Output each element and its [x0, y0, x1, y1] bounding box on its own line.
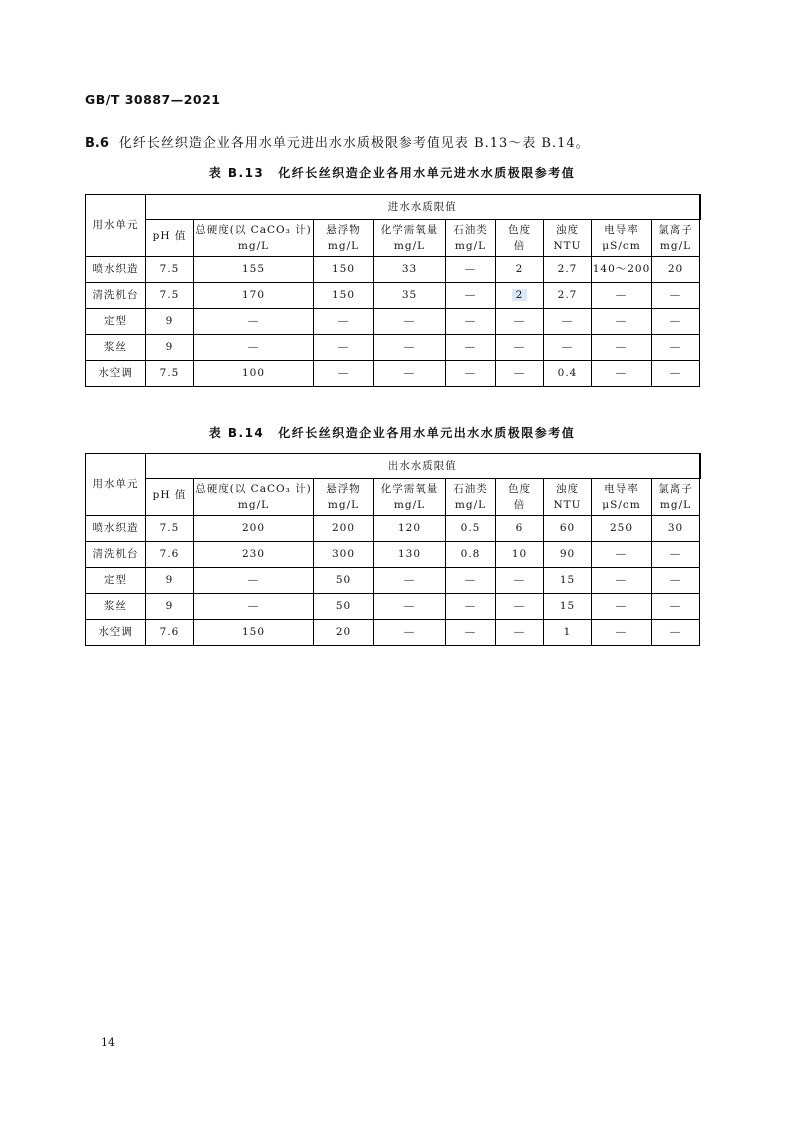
clause-b6: [85, 132, 590, 151]
table-row: [86, 257, 700, 283]
column-header-cell: [146, 220, 194, 257]
value-cell: 230: [194, 542, 314, 568]
value-cell: —: [652, 335, 700, 361]
value-cell: —: [446, 594, 496, 620]
column-header-cell: [446, 479, 496, 516]
value-cell: —: [592, 335, 652, 361]
row-unit-cell: 清洗机台: [86, 283, 146, 309]
column-header-unit: mg/L: [393, 498, 426, 511]
value-cell: —: [446, 620, 496, 646]
table-row: [86, 335, 700, 361]
column-header-cell: [374, 479, 446, 516]
column-header-name: 化学需氧量: [380, 223, 439, 236]
value-cell: —: [314, 335, 374, 361]
column-header-name: 化学需氧量: [380, 482, 439, 495]
column-header-cell: [374, 220, 446, 257]
column-header-name: 总硬度(以 CaCO₃ 计): [195, 223, 312, 236]
value-cell: 7.6: [146, 542, 194, 568]
value-cell: —: [652, 283, 700, 309]
column-header-unit: 倍: [513, 498, 526, 511]
column-header-cell: [194, 479, 314, 516]
table-row: [86, 620, 700, 646]
column-header-name: 浊度: [556, 482, 579, 495]
value-cell: 90: [544, 542, 592, 568]
value-cell: 250: [592, 516, 652, 542]
column-header-unit: μS/cm: [602, 498, 641, 511]
column-header-unit: mg/L: [393, 239, 426, 252]
value-cell: 30: [652, 516, 700, 542]
value-cell: 0.5: [446, 516, 496, 542]
table-b13: [85, 194, 701, 387]
column-header-unit: mg/L: [327, 239, 360, 252]
column-header-cell: [314, 220, 374, 257]
value-cell: —: [446, 309, 496, 335]
value-cell: —: [592, 620, 652, 646]
value-cell: —: [652, 568, 700, 594]
column-header-unit: NTU: [553, 239, 582, 252]
value-cell: 9: [146, 568, 194, 594]
column-header-name: 电导率: [604, 482, 639, 495]
column-header-cell: [194, 220, 314, 257]
value-cell: 15: [544, 568, 592, 594]
column-header-name: pH 值: [152, 489, 187, 501]
value-cell: —: [446, 283, 496, 309]
value-cell: 100: [194, 361, 314, 387]
value-cell: —: [314, 309, 374, 335]
value-cell: 6: [496, 516, 544, 542]
header-row-group: [86, 454, 700, 479]
column-header-unit: mg/L: [659, 498, 692, 511]
value-cell: 7.5: [146, 361, 194, 387]
clause-number: B.6: [85, 136, 109, 151]
value-cell: 300: [314, 542, 374, 568]
row-unit-cell: 定型: [86, 309, 146, 335]
table-row: [86, 542, 700, 568]
column-header-cell: [592, 220, 652, 257]
value-cell: 15: [544, 594, 592, 620]
group-header-cell: 出水水质限值: [146, 454, 700, 479]
value-cell: —: [194, 568, 314, 594]
value-cell: —: [194, 309, 314, 335]
table-b14-caption: [85, 424, 699, 441]
value-cell: —: [446, 257, 496, 283]
value-cell: [496, 283, 544, 309]
column-header-name: 悬浮物: [326, 223, 361, 236]
header-row-columns: [86, 220, 700, 257]
value-text-highlighted: 2: [512, 289, 528, 301]
value-cell: 9: [146, 309, 194, 335]
column-header-cell: [446, 220, 496, 257]
value-cell: —: [592, 361, 652, 387]
value-cell: —: [592, 594, 652, 620]
column-header-name: 浊度: [556, 223, 579, 236]
value-cell: —: [652, 361, 700, 387]
value-cell: 155: [194, 257, 314, 283]
column-header-cell: [496, 479, 544, 516]
column-header-name: 色度: [508, 482, 531, 495]
value-cell: 150: [314, 257, 374, 283]
value-cell: 2.7: [544, 257, 592, 283]
value-cell: —: [374, 568, 446, 594]
value-cell: 20: [652, 257, 700, 283]
value-cell: 20: [314, 620, 374, 646]
value-cell: —: [592, 283, 652, 309]
column-header-name: 悬浮物: [326, 482, 361, 495]
column-header-name: 总硬度(以 CaCO₃ 计): [195, 482, 312, 495]
value-cell: —: [446, 568, 496, 594]
value-cell: —: [446, 335, 496, 361]
value-cell: 2.7: [544, 283, 592, 309]
value-cell: 1: [544, 620, 592, 646]
value-cell: 60: [544, 516, 592, 542]
column-header-cell: [592, 479, 652, 516]
value-cell: 7.5: [146, 516, 194, 542]
value-cell: —: [496, 568, 544, 594]
value-cell: 150: [194, 620, 314, 646]
column-header-unit: mg/L: [454, 239, 487, 252]
value-cell: —: [592, 568, 652, 594]
column-header-cell: [544, 479, 592, 516]
value-cell: —: [592, 542, 652, 568]
row-unit-cell: 喷水织造: [86, 516, 146, 542]
value-cell: —: [194, 594, 314, 620]
value-cell: 200: [314, 516, 374, 542]
value-cell: —: [496, 309, 544, 335]
value-cell: 50: [314, 594, 374, 620]
column-header-cell: [314, 479, 374, 516]
value-cell: —: [446, 361, 496, 387]
row-unit-cell: 定型: [86, 568, 146, 594]
value-cell: 7.5: [146, 283, 194, 309]
value-cell: 170: [194, 283, 314, 309]
column-header-unit: mg/L: [237, 498, 270, 511]
row-header-cell: 用水单元: [86, 195, 146, 257]
value-cell: 0.8: [446, 542, 496, 568]
row-unit-cell: 水空调: [86, 620, 146, 646]
header-row-group: [86, 195, 700, 220]
table-b13-number: 表 B.13: [208, 166, 265, 180]
page-number: 14: [101, 1036, 115, 1049]
row-unit-cell: 喷水织造: [86, 257, 146, 283]
value-cell: —: [544, 335, 592, 361]
column-header-cell: [652, 479, 700, 516]
value-cell: 0.4: [544, 361, 592, 387]
column-header-name: 电导率: [604, 223, 639, 236]
value-cell: 200: [194, 516, 314, 542]
table-row: [86, 516, 700, 542]
table-b13-title: 化纤长丝织造企业各用水单元进水水质极限参考值: [278, 166, 576, 180]
column-header-cell: [652, 220, 700, 257]
table-b14: [85, 453, 701, 646]
table-row: [86, 309, 700, 335]
value-cell: —: [652, 620, 700, 646]
column-header-unit: mg/L: [237, 239, 270, 252]
column-header-cell: [544, 220, 592, 257]
column-header-unit: NTU: [553, 498, 582, 511]
column-header-unit: μS/cm: [602, 239, 641, 252]
value-cell: 9: [146, 335, 194, 361]
column-header-unit: mg/L: [659, 239, 692, 252]
value-cell: 33: [374, 257, 446, 283]
column-header-cell: [146, 479, 194, 516]
row-unit-cell: 清洗机台: [86, 542, 146, 568]
row-unit-cell: 浆丝: [86, 335, 146, 361]
value-cell: —: [652, 542, 700, 568]
value-cell: —: [544, 309, 592, 335]
value-cell: 9: [146, 594, 194, 620]
value-cell: —: [374, 335, 446, 361]
value-cell: —: [374, 620, 446, 646]
value-cell: —: [496, 361, 544, 387]
value-cell: 50: [314, 568, 374, 594]
column-header-name: 氯离子: [658, 223, 693, 236]
column-header-name: 石油类: [453, 482, 488, 495]
value-cell: —: [652, 594, 700, 620]
column-header-name: 石油类: [453, 223, 488, 236]
table-row: [86, 568, 700, 594]
value-cell: —: [592, 309, 652, 335]
value-cell: 150: [314, 283, 374, 309]
row-unit-cell: 浆丝: [86, 594, 146, 620]
value-cell: —: [374, 594, 446, 620]
row-header-cell: 用水单元: [86, 454, 146, 516]
value-cell: 120: [374, 516, 446, 542]
table-b14-number: 表 B.14: [208, 426, 265, 440]
value-cell: 2: [496, 257, 544, 283]
column-header-unit: 倍: [513, 239, 526, 252]
column-header-name: pH 值: [152, 230, 187, 242]
value-cell: 35: [374, 283, 446, 309]
table-b14-title: 化纤长丝织造企业各用水单元出水水质极限参考值: [278, 426, 576, 440]
clause-text: 化纤长丝织造企业各用水单元进出水水质极限参考值见表 B.13～表 B.14。: [118, 136, 590, 151]
row-unit-cell: 水空调: [86, 361, 146, 387]
column-header-name: 氯离子: [658, 482, 693, 495]
table-row: [86, 283, 700, 309]
value-cell: —: [374, 361, 446, 387]
value-cell: —: [194, 335, 314, 361]
value-cell: —: [496, 594, 544, 620]
column-header-unit: mg/L: [327, 498, 360, 511]
group-header-cell: 进水水质限值: [146, 195, 700, 220]
value-cell: 140～200: [592, 257, 652, 283]
column-header-cell: [496, 220, 544, 257]
standard-code: GB/T 30887—2021: [85, 92, 221, 107]
header-row-columns: [86, 479, 700, 516]
value-cell: —: [314, 361, 374, 387]
value-cell: —: [496, 620, 544, 646]
value-cell: 10: [496, 542, 544, 568]
table-row: [86, 594, 700, 620]
value-cell: 7.5: [146, 257, 194, 283]
value-cell: —: [374, 309, 446, 335]
value-cell: 130: [374, 542, 446, 568]
table-b13-caption: [85, 164, 699, 181]
column-header-name: 色度: [508, 223, 531, 236]
value-cell: —: [496, 335, 544, 361]
value-cell: 7.6: [146, 620, 194, 646]
column-header-unit: mg/L: [454, 498, 487, 511]
value-cell: —: [652, 309, 700, 335]
table-row: [86, 361, 700, 387]
